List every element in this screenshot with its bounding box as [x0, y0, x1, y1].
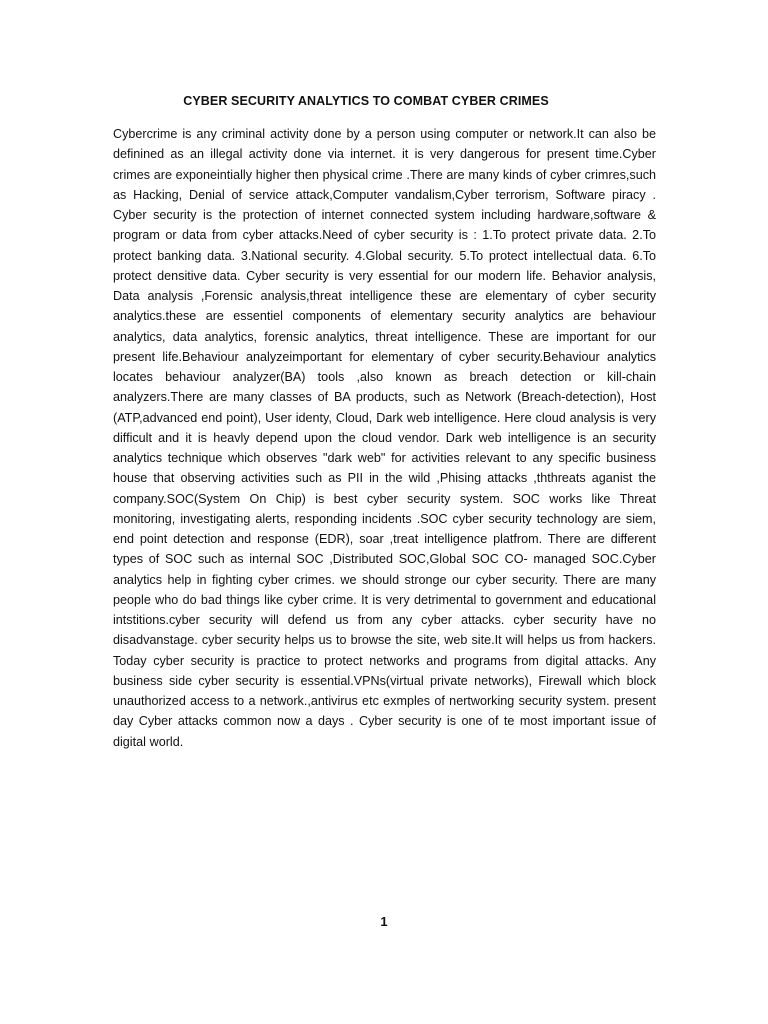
page-number: 1 — [380, 914, 388, 929]
document-title: CYBER SECURITY ANALYTICS TO COMBAT CYBER CRIMES — [183, 94, 549, 108]
document-body-paragraph: Cybercrime is any criminal activity done by a person using computer or network.It can also be definined as an illegal activity done via internet. it is very dangerous for present time.Cyber crimes are exponeintially higher then physical crime .There are many kinds of cyber crimres,such as Hacking, Denial of service attack,Computer vandalism,Cyber terrorism, Software piracy . Cyber security is the protection of internet connected system including hardware,software & program or data from cyber attacks.Need of cyber security is : 1.To protect private data. 2.To protect banking data. 3.National security. 4.Global security. 5.To protect intellectual data. 6.To protect densitive data. Cyber security is very essential for our modern life. Behavior analysis, Data analysis ,Forensic analysis,threat intelligence these are elementary of cyber security analytics.these are essentiel components of elementary security analytics are behaviour analytics, data analytics, forensic analytics, threat intelligence. These are important for our present life.Behaviour analyzeimportant for elementary of cyber security.Behaviour analytics locates behaviour analyzer(BA) tools ,also known as breach detection or kill-chain analyzers.There are many classes of BA products, such as Network (Breach-detection), Host (ATP,advanced end point), User identy, Cloud, Dark web intelligence. Here cloud analysis is very difficult and it is heavly depend upon the cloud vendor. Dark web intelligence is an security analytics technique which observes "dark web" for activities relevant to any specific business house that observing activities such as PII in the wild ,Phising attacks ,ththreats aganist the company.SOC(System On Chip) is best cyber security system. SOC works like Threat monitoring, investigating alerts, responding incidents .SOC cyber security technology are siem, end point detection and response (EDR), soar ,treat intelligence platfrom. There are different types of SOC such as internal SOC ,Distributed SOC,Global SOC CO- managed SOC.Cyber analytics help in fighting cyber crimes. we should stronge our cyber security. There are many people who do bad things like cyber crime. It is very detrimental to government and educational intstitions.cyber security will defend us from any cyber attacks. cyber security have no disadvanstage. cyber security helps us to browse the site, web site.It will helps us from hackers. Today cyber security is practice to protect networks and programs from digital attacks. Any business side cyber security is essential.VPNs(virtual private networks), Firewall which block unauthorized access to a network.,antivirus etc exmples of nertworking security system. present day Cyber attacks common now a days . Cyber security is one of te most important issue of digital world. — [113, 127, 656, 749]
